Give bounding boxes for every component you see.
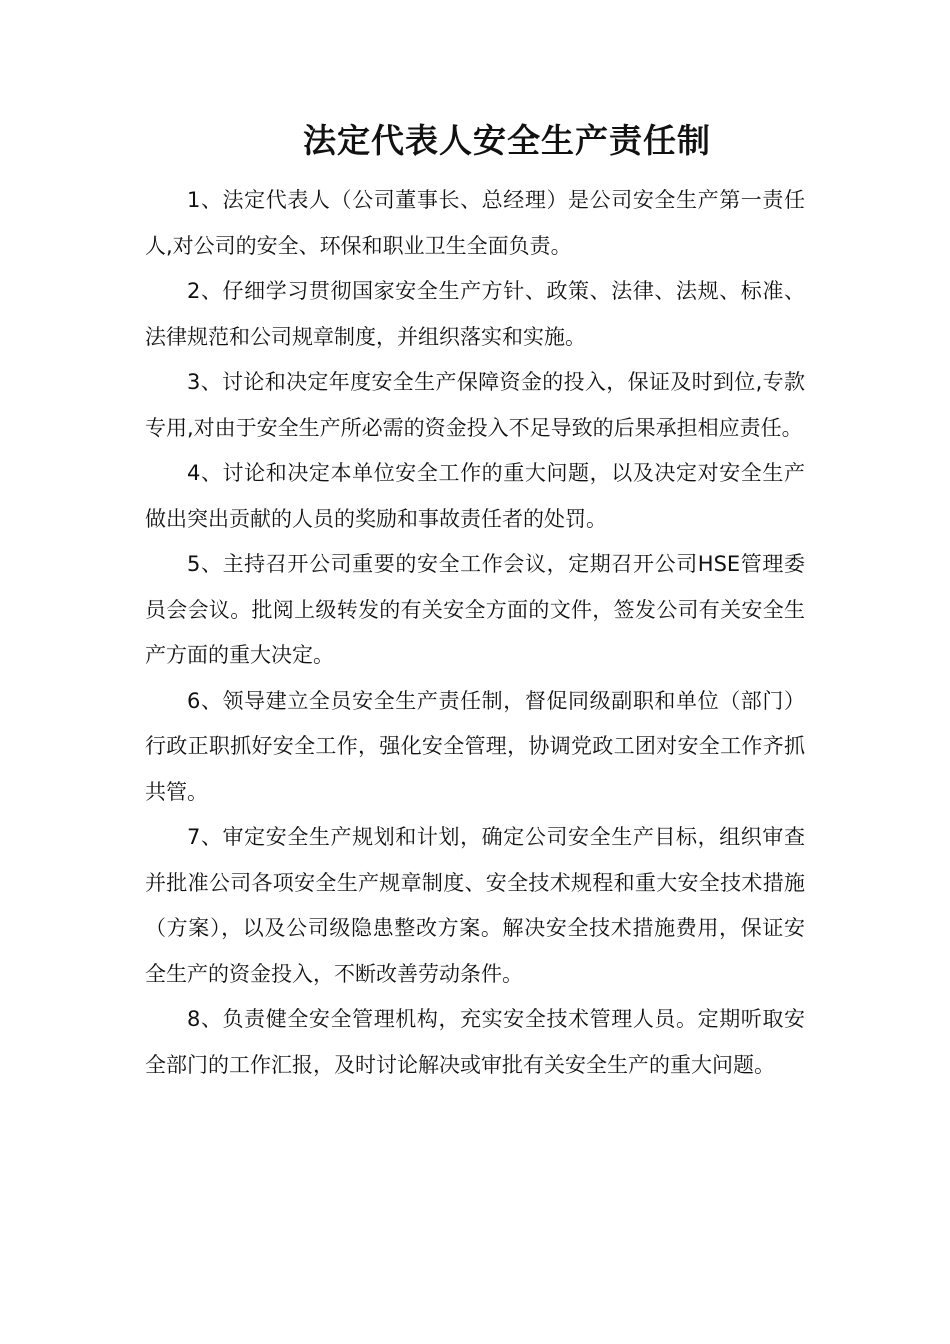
- paragraph-1: 1、法定代表人（公司董事长、总经理）是公司安全生产第一责任人,对公司的安全、环保和职业卫生全面负责。: [145, 188, 805, 258]
- paragraph-6: 6、领导建立全员安全生产责任制，督促同级副职和单位（部门）行政正职抓好安全工作，强化安全管理，协调党政工团对安全工作齐抓共管。: [145, 688, 805, 804]
- paragraph-7: 7、审定安全生产规划和计划，确定公司安全生产目标，组织审查并批准公司各项安全生产规章制度、安全技术规程和重大安全技术措施（方案），以及公司级隐患整改方案。解决安全技术措施费用，保证安全生产的资金投入，不断改善劳动条件。: [145, 825, 805, 986]
- paragraph-2: 2、仔细学习贯彻国家安全生产方针、政策、法律、法规、标准、法律规范和公司规章制度，并组织落实和实施。: [145, 279, 805, 349]
- page-title: 法定代表人安全生产责任制: [303, 121, 711, 160]
- paragraph-4: 4、讨论和决定本单位安全工作的重大问题，以及决定对安全生产做出突出贡献的人员的奖励和事故责任者的处罚。: [145, 461, 805, 531]
- paragraph-5: 5、主持召开公司重要的安全工作会议，定期召开公司HSE管理委员会会议。批阅上级转发的有关安全方面的文件，签发公司有关安全生产方面的重大决定。: [145, 552, 805, 667]
- paragraph-8: 8、负责健全安全管理机构，充实安全技术管理人员。定期听取安全部门的工作汇报，及时讨论解决或审批有关安全生产的重大问题。: [145, 1007, 805, 1077]
- paragraph-3: 3、讨论和决定年度安全生产保障资金的投入，保证及时到位,专款专用,对由于安全生产所必需的资金投入不足导致的后果承担相应责任。: [145, 370, 805, 440]
- document-body: [145, 178, 805, 1088]
